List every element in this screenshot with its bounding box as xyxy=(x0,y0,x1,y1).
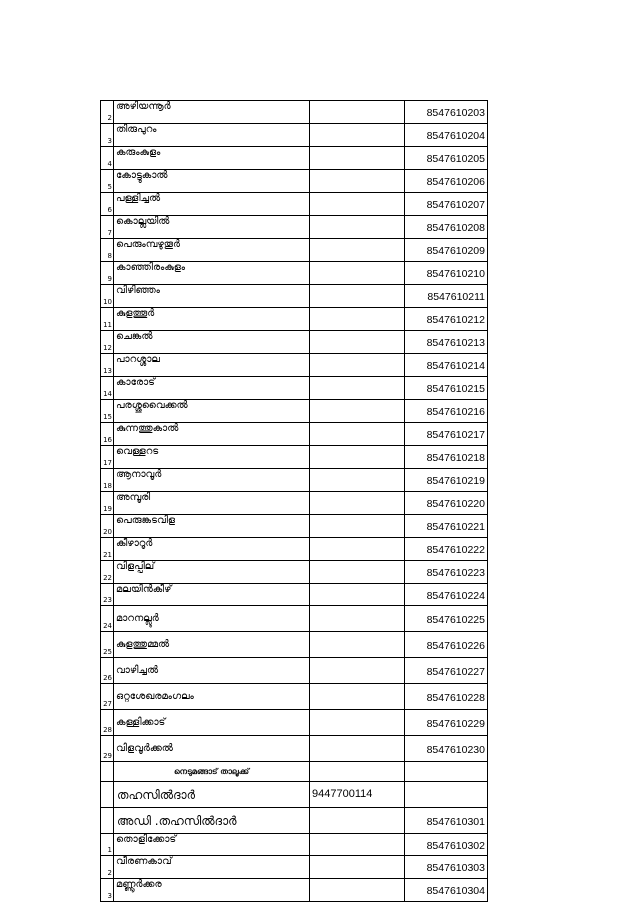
mobile-number: 8547610205 xyxy=(405,147,488,170)
village-name: ആനാവൂർ xyxy=(114,469,310,492)
serial-number: 13 xyxy=(101,354,114,377)
landline-cell xyxy=(310,170,405,193)
mobile-number: 8547610229 xyxy=(405,710,488,736)
table-row xyxy=(101,684,488,710)
mobile-number: 8547610208 xyxy=(405,216,488,239)
village-name: കാഞ്ഞിരംകുളം xyxy=(114,262,310,285)
blank-cell xyxy=(405,762,488,782)
landline-cell xyxy=(310,736,405,762)
table-row xyxy=(101,193,488,216)
village-name: വീരണകാവ് xyxy=(114,856,310,879)
table-row xyxy=(101,856,488,879)
village-name: കുളത്തുമ്മൽ xyxy=(114,632,310,658)
table-row xyxy=(101,515,488,538)
table-row xyxy=(101,285,488,308)
serial-number: 17 xyxy=(101,446,114,469)
village-name: വാഴിച്ചൽ xyxy=(114,658,310,684)
village-name: പള്ളിച്ചൽ xyxy=(114,193,310,216)
table-row xyxy=(101,710,488,736)
table-row xyxy=(101,584,488,606)
landline-cell xyxy=(310,584,405,606)
table-row xyxy=(101,377,488,400)
table-row xyxy=(101,124,488,147)
village-name: അമ്പൂരി xyxy=(114,492,310,515)
table-row xyxy=(101,331,488,354)
village-name: മാറനല്ലൂർ xyxy=(114,606,310,632)
serial-number: 10 xyxy=(101,285,114,308)
serial-number: 24 xyxy=(101,606,114,632)
village-name: തിരുപുറം xyxy=(114,124,310,147)
mobile-number: 8547610226 xyxy=(405,632,488,658)
village-name: കള്ളിക്കാട് xyxy=(114,710,310,736)
village-name: ഒറ്റശേഖരമംഗലം xyxy=(114,684,310,710)
village-name: മലയിൻകീഴ് xyxy=(114,584,310,606)
village-name: പരശ്ശുവൈക്കൽ xyxy=(114,400,310,423)
serial-number: 19 xyxy=(101,492,114,515)
table-row xyxy=(101,147,488,170)
mobile-number: 8547610206 xyxy=(405,170,488,193)
village-name: ചെങ്കൽ xyxy=(114,331,310,354)
landline-cell xyxy=(310,239,405,262)
landline-cell xyxy=(310,147,405,170)
serial-number: 23 xyxy=(101,584,114,606)
village-name: അഴിയന്നൂർ xyxy=(114,101,310,124)
serial-number: 22 xyxy=(101,561,114,584)
mobile-number: 8547610221 xyxy=(405,515,488,538)
blank-cell xyxy=(405,782,488,808)
section-title: നെടുമങ്ങാട് താലൂക്ക് xyxy=(114,762,310,782)
village-name: വിഴിഞ്ഞം xyxy=(114,285,310,308)
village-name: പാറശ്ശാല xyxy=(114,354,310,377)
village-name: വിളവൂർക്കൽ xyxy=(114,736,310,762)
mobile-number: 8547610301 xyxy=(405,808,488,834)
mobile-number: 8547610216 xyxy=(405,400,488,423)
table-row xyxy=(101,658,488,684)
table-row xyxy=(101,561,488,584)
table-row xyxy=(101,632,488,658)
serial-number: 18 xyxy=(101,469,114,492)
mobile-number: 8547610303 xyxy=(405,856,488,879)
landline-cell xyxy=(310,684,405,710)
landline-cell xyxy=(310,423,405,446)
mobile-number: 8547610228 xyxy=(405,684,488,710)
table-row xyxy=(101,538,488,561)
serial-number: 15 xyxy=(101,400,114,423)
mobile-number: 8547610210 xyxy=(405,262,488,285)
landline-cell xyxy=(310,710,405,736)
landline-cell xyxy=(310,606,405,632)
table-row xyxy=(101,879,488,902)
village-name: കരുംകുളം xyxy=(114,147,310,170)
blank-cell xyxy=(101,782,114,808)
serial-number: 8 xyxy=(101,239,114,262)
serial-number: 14 xyxy=(101,377,114,400)
landline-cell xyxy=(310,834,405,856)
mobile-number: 8547610304 xyxy=(405,879,488,902)
mobile-number: 8547610203 xyxy=(405,101,488,124)
village-officer-contact-table xyxy=(100,100,488,902)
landline-cell xyxy=(310,515,405,538)
mobile-number: 8547610209 xyxy=(405,239,488,262)
mobile-number: 8547610225 xyxy=(405,606,488,632)
landline-cell xyxy=(310,856,405,879)
section-header-row xyxy=(101,762,488,782)
table-row xyxy=(101,834,488,856)
landline-cell xyxy=(310,808,405,834)
mobile-number: 8547610215 xyxy=(405,377,488,400)
landline-cell xyxy=(310,285,405,308)
village-name: കുന്നത്തുകാൽ xyxy=(114,423,310,446)
village-name: പെരുംമ്പഴുതൂർ xyxy=(114,239,310,262)
landline-cell xyxy=(310,124,405,147)
serial-number: 5 xyxy=(101,170,114,193)
serial-number: 26 xyxy=(101,658,114,684)
mobile-number: 8547610227 xyxy=(405,658,488,684)
serial-number: 29 xyxy=(101,736,114,762)
serial-number: 4 xyxy=(101,147,114,170)
mobile-number: 8547610217 xyxy=(405,423,488,446)
landline-cell xyxy=(310,658,405,684)
mobile-number: 8547610220 xyxy=(405,492,488,515)
village-name: പെരുങ്കടവിള xyxy=(114,515,310,538)
mobile-number: 8547610211 xyxy=(405,285,488,308)
serial-number: 12 xyxy=(101,331,114,354)
village-name: കീഴാറൂർ xyxy=(114,538,310,561)
mobile-number: 8547610214 xyxy=(405,354,488,377)
landline-cell xyxy=(310,632,405,658)
serial-number: 7 xyxy=(101,216,114,239)
blank-cell xyxy=(101,762,114,782)
mobile-number: 8547610218 xyxy=(405,446,488,469)
serial-number: 21 xyxy=(101,538,114,561)
mobile-number: 8547610207 xyxy=(405,193,488,216)
officer-title: തഹസിൽദാർ xyxy=(114,782,310,808)
mobile-number: 8547610213 xyxy=(405,331,488,354)
landline-cell xyxy=(310,193,405,216)
village-name: കാരോട് xyxy=(114,377,310,400)
landline-cell xyxy=(310,561,405,584)
landline-cell xyxy=(310,331,405,354)
serial-number: 25 xyxy=(101,632,114,658)
landline-cell xyxy=(310,879,405,902)
serial-number: 20 xyxy=(101,515,114,538)
landline-cell xyxy=(310,101,405,124)
serial-number: 3 xyxy=(101,124,114,147)
mobile-number: 8547610223 xyxy=(405,561,488,584)
table-body xyxy=(101,101,488,902)
village-name: മണ്ണൂർക്കര xyxy=(114,879,310,902)
blank-cell xyxy=(101,808,114,834)
mobile-number: 8547610230 xyxy=(405,736,488,762)
table-row xyxy=(101,262,488,285)
serial-number: 6 xyxy=(101,193,114,216)
table-row xyxy=(101,469,488,492)
village-name: തൊളിക്കോട് xyxy=(114,834,310,856)
table-row xyxy=(101,736,488,762)
village-name: കോട്ടുകാൽ xyxy=(114,170,310,193)
mobile-number: 8547610219 xyxy=(405,469,488,492)
table-row xyxy=(101,101,488,124)
mobile-number: 8547610302 xyxy=(405,834,488,856)
landline-number: 9447700114 xyxy=(310,782,405,808)
serial-number: 9 xyxy=(101,262,114,285)
landline-cell xyxy=(310,216,405,239)
table-row xyxy=(101,308,488,331)
village-name: കൊല്ലയിൽ xyxy=(114,216,310,239)
officer-row xyxy=(101,808,488,834)
table-row xyxy=(101,606,488,632)
village-name: കുളത്തൂർ xyxy=(114,308,310,331)
landline-cell xyxy=(310,538,405,561)
table-row xyxy=(101,354,488,377)
serial-number: 2 xyxy=(101,101,114,124)
mobile-number: 8547610212 xyxy=(405,308,488,331)
serial-number: 2 xyxy=(101,856,114,879)
serial-number: 16 xyxy=(101,423,114,446)
mobile-number: 8547610224 xyxy=(405,584,488,606)
village-name: വിളപ്പില് xyxy=(114,561,310,584)
table-row xyxy=(101,492,488,515)
table-row xyxy=(101,446,488,469)
landline-cell xyxy=(310,400,405,423)
landline-cell xyxy=(310,262,405,285)
landline-cell xyxy=(310,446,405,469)
village-name: വെള്ളറട xyxy=(114,446,310,469)
serial-number: 3 xyxy=(101,879,114,902)
landline-cell xyxy=(310,354,405,377)
serial-number: 1 xyxy=(101,834,114,856)
landline-cell xyxy=(310,469,405,492)
landline-cell xyxy=(310,308,405,331)
serial-number: 28 xyxy=(101,710,114,736)
landline-cell xyxy=(310,492,405,515)
blank-cell xyxy=(310,762,405,782)
table-row xyxy=(101,239,488,262)
mobile-number: 8547610204 xyxy=(405,124,488,147)
officer-row xyxy=(101,782,488,808)
mobile-number: 8547610222 xyxy=(405,538,488,561)
table-row xyxy=(101,400,488,423)
table-row xyxy=(101,423,488,446)
table-row xyxy=(101,216,488,239)
serial-number: 27 xyxy=(101,684,114,710)
table-row xyxy=(101,170,488,193)
landline-cell xyxy=(310,377,405,400)
serial-number: 11 xyxy=(101,308,114,331)
officer-title: അഡി .തഹസിൽദാർ xyxy=(114,808,310,834)
